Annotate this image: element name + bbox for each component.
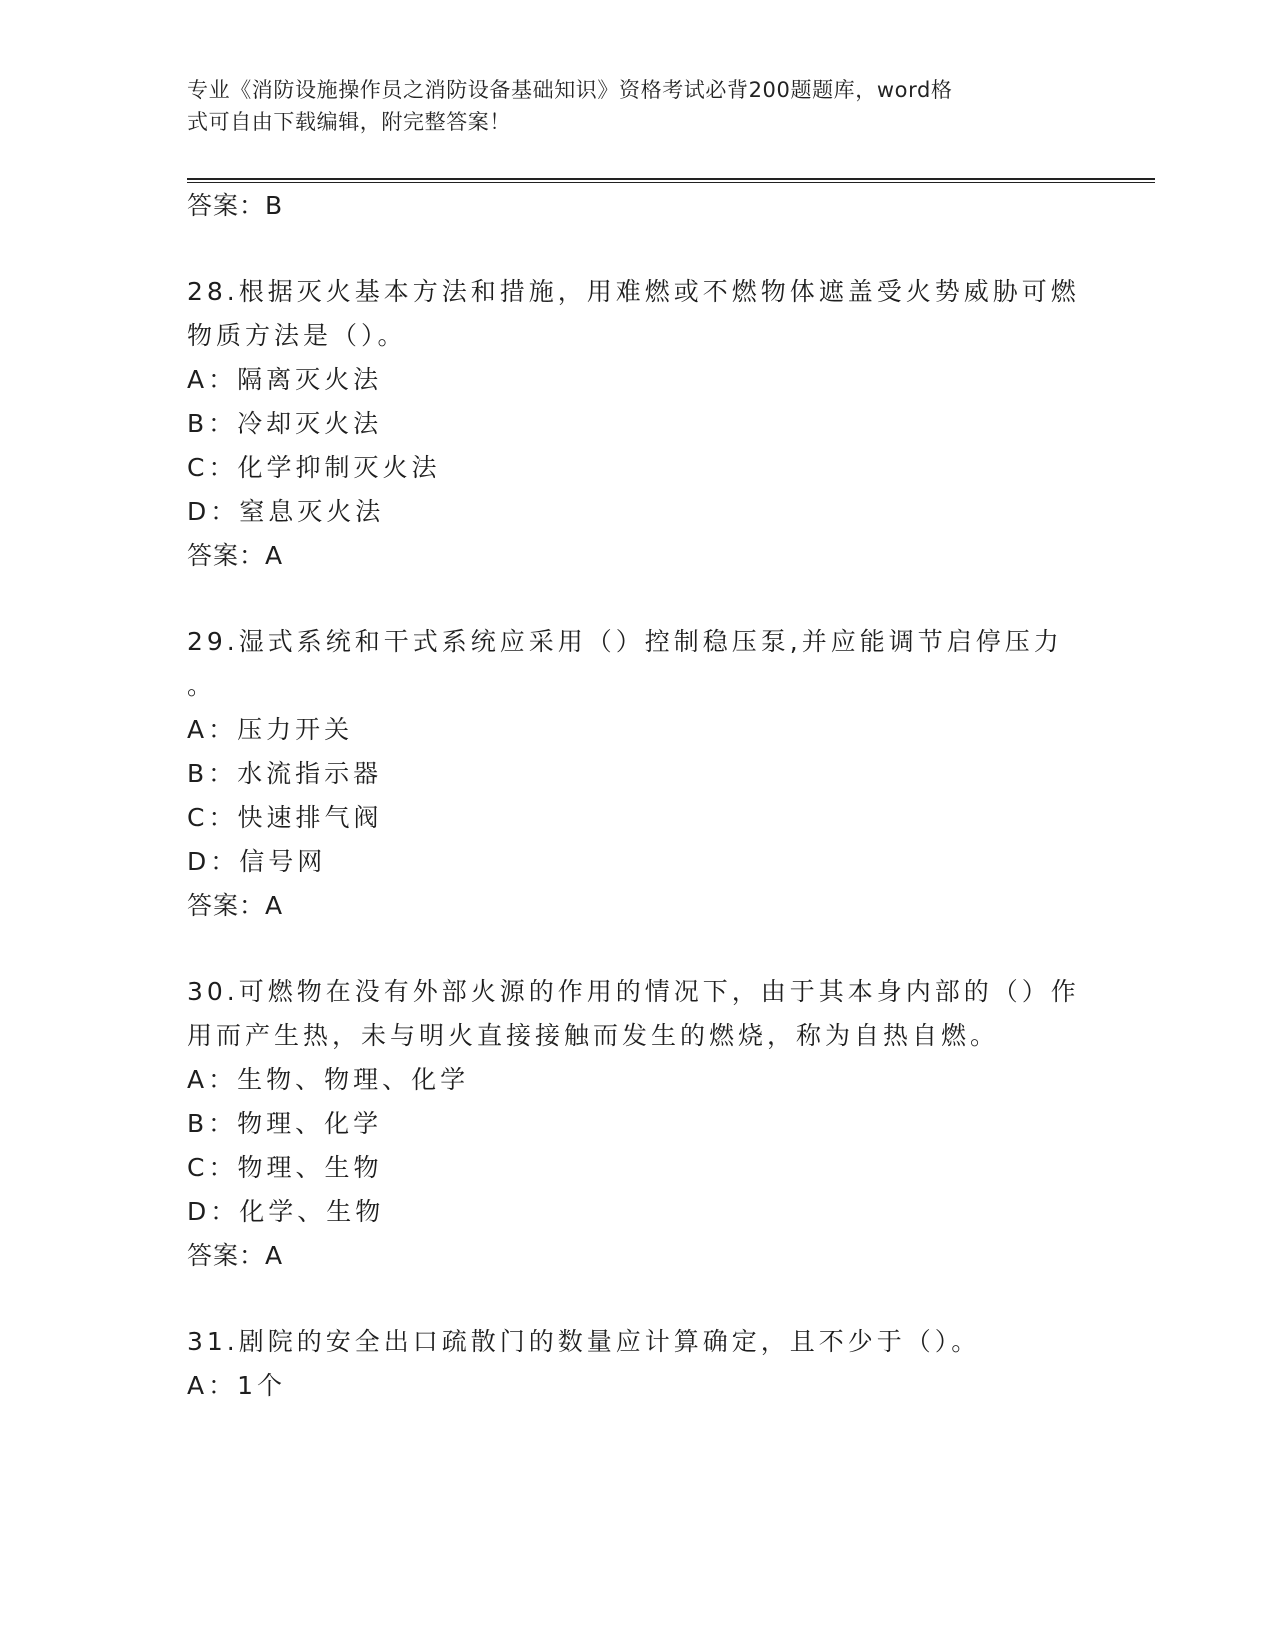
option-a: A：压力开关 <box>187 715 354 744</box>
option-d: D：窒息灭火法 <box>187 497 385 526</box>
option-b: B：水流指示器 <box>187 759 383 788</box>
header-line: 专业《消防设施操作员之消防设备基础知识》资格考试必背200题题库，word格 <box>187 78 953 102</box>
previous-answer: 答案：B <box>187 191 284 220</box>
option-a: A：生物、物理、化学 <box>187 1065 470 1094</box>
option-b: B：物理、化学 <box>187 1109 383 1138</box>
option-c: C：化学抑制灭火法 <box>187 453 441 482</box>
option-c: C：快速排气阀 <box>187 803 383 832</box>
answer: 答案：A <box>187 541 284 570</box>
option-a: A：1个 <box>187 1371 287 1400</box>
option-d: D：化学、生物 <box>187 1197 385 1226</box>
option-a: A：隔离灭火法 <box>187 365 383 394</box>
question-stem: 31.剧院的安全出口疏散门的数量应计算确定，且不少于（）。 <box>187 1327 981 1356</box>
question-stem: 29.湿式系统和干式系统应采用（）控制稳压泵,并应能调节启停压力 <box>187 627 1063 656</box>
answer: 答案：A <box>187 891 284 920</box>
question-stem: 用而产生热，未与明火直接接触而发生的燃烧，称为自热自燃。 <box>187 1021 1000 1050</box>
document-header <box>187 74 1067 138</box>
option-d: D：信号网 <box>187 847 327 876</box>
question-stem: 30.可燃物在没有外部火源的作用的情况下，由于其本身内部的（）作 <box>187 977 1080 1006</box>
option-c: C：物理、生物 <box>187 1153 383 1182</box>
header-line: 式可自由下载编辑，附完整答案！ <box>187 110 511 134</box>
option-b: B：冷却灭火法 <box>187 409 383 438</box>
question-stem: 。 <box>187 671 217 700</box>
question-stem: 28.根据灭火基本方法和措施，用难燃或不燃物体遮盖受火势威胁可燃 <box>187 277 1080 306</box>
header-divider <box>187 178 1155 183</box>
answer: 答案：A <box>187 1241 284 1270</box>
question-stem: 物质方法是（）。 <box>187 321 407 350</box>
